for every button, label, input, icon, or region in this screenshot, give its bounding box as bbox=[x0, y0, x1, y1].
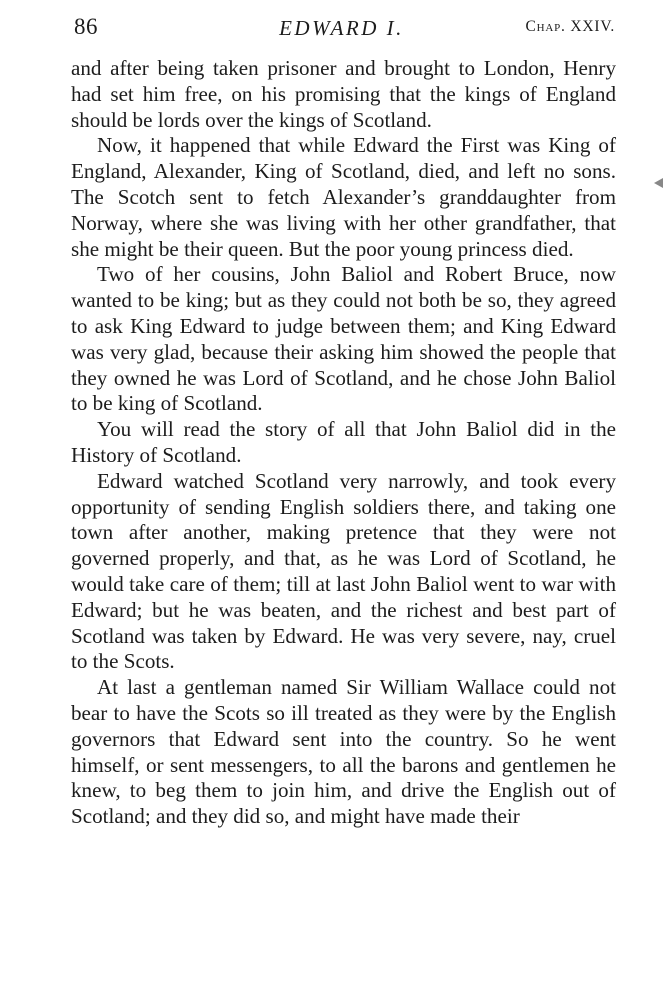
page-number: 86 bbox=[74, 14, 98, 39]
paragraph: Now, it happened that while Edward the First was King of England, Alexander, King of Scotland, died, and left no sons. The Scotch sent to fetch Alexander’s granddaughter from Norway, where she was living with her other grandfather, that she might be their queen. But the poor young princess died. bbox=[71, 133, 616, 261]
margin-mark-icon bbox=[654, 178, 663, 188]
paragraph: At last a gentleman named Sir William Wallace could not bear to have the Scots so ill treated as they were by the English governors that Edward sent into the country. So he went himself, or sent messengers, to all the barons and gentlemen he knew, to beg them to join him, and drive the English out of Scotland; and they did so, and might have made their bbox=[71, 675, 616, 829]
paragraph-continued: and after being taken prisoner and brought to London, Henry had set him free, on his promising that the kings of England should be lords over the kings of Scotland. bbox=[71, 56, 616, 132]
paragraph: Two of her cousins, John Baliol and Robert Bruce, now wanted to be king; but as they could not both be so, they agreed to ask King Edward to judge between them; and King Edward was very glad, because their asking him showed the people that they owned he was Lord of Scotland, and he chose John Baliol to be king of Scotland. bbox=[71, 262, 616, 416]
paragraph: You will read the story of all that John Baliol did in the History of Scotland. bbox=[71, 417, 616, 467]
page-body bbox=[71, 56, 616, 830]
running-title: EDWARD I. bbox=[279, 16, 404, 40]
paragraph: Edward watched Scotland very narrowly, and took every opportunity of sending English soldiers there, and taking one town after another, making pretence that they were not governed properly, and that, as he was Lord of Scotland, he would take care of them; till at last John Baliol went to war with Edward; but he was beaten, and the richest and best part of Scotland was taken by Edward. He was very severe, nay, cruel to the Scots. bbox=[71, 468, 616, 674]
page-header bbox=[68, 14, 615, 44]
chapter-reference: Chap. XXIV. bbox=[525, 18, 615, 35]
